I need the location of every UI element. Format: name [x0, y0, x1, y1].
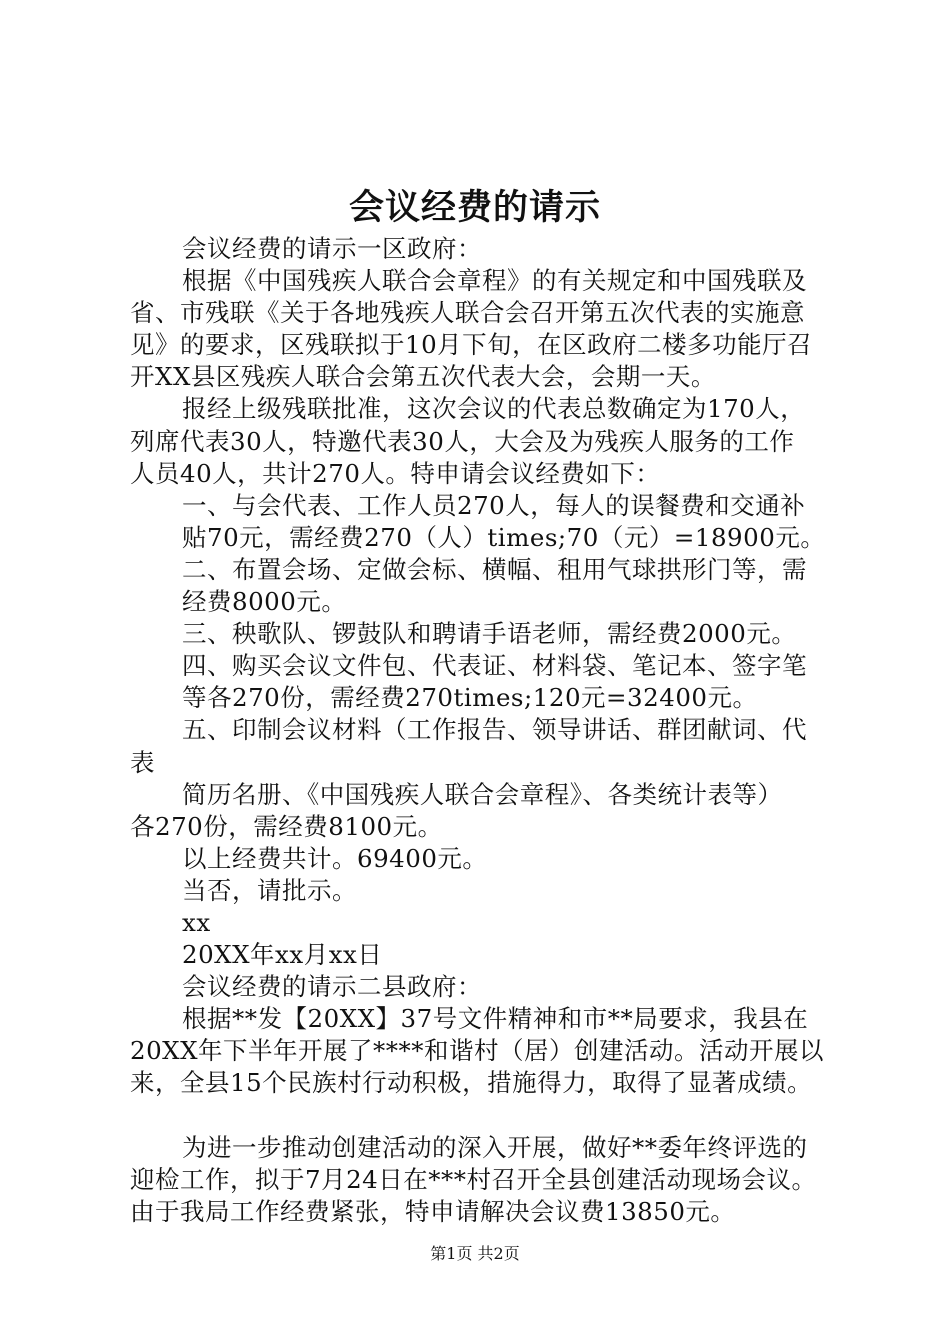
page-footer: 第1页 共2页 [430, 1244, 520, 1263]
text-line: 以上经费共计。69400元。 [182, 843, 488, 873]
text-line: 人员40人，共计270人。特申请会议经费如下： [130, 458, 661, 488]
text-line: 开XX县区残疾人联合会第五次代表大会，会期一天。 [130, 362, 716, 392]
text-line: 当否，请批示。 [182, 875, 357, 905]
text-line: 报经上级残联批准，这次会议的代表总数确定为170人， [182, 394, 806, 424]
text-line: 会议经费的请示一区政府： [182, 234, 482, 263]
text-line: 二、布置会场、定做会标、横幅、租用气球拱形门等，需 [182, 554, 807, 584]
document-body [130, 233, 835, 1228]
text-line: 迎检工作，拟于7月24日在***村召开全县创建活动现场会议。 [130, 1164, 817, 1194]
text-line: 等各270份，需经费270times;120元=32400元。 [182, 683, 758, 713]
text-line: 根据《中国残疾人联合会章程》的有关规定和中国残联及 [182, 266, 807, 296]
text-line: 简历名册、《中国残疾人联合会章程》、各类统计表等） [182, 779, 783, 809]
text-line: 四、购买会议文件包、代表证、材料袋、笔记本、签字笔 [182, 651, 807, 681]
text-line: 表 [130, 747, 155, 777]
text-line: 来，全县15个民族村行动积极，措施得力，取得了显著成绩。 [130, 1068, 813, 1098]
paragraph-gap [130, 1100, 835, 1132]
text-line: 各270份，需经费8100元。 [130, 811, 443, 841]
text-line: xx [182, 907, 211, 937]
text-line: 五、印制会议材料（工作报告、领导讲话、群团献词、代 [182, 715, 807, 745]
text-line: 列席代表30人，特邀代表30人，大会及为残疾人服务的工作 [130, 426, 795, 456]
text-line: 根据**发【20XX】37号文件精神和市**局要求，我县在 [182, 1004, 809, 1034]
text-line: 20XX年下半年开展了****和谐村（居）创建活动。活动开展以 [130, 1036, 825, 1066]
text-line: 见》的要求，区残联拟于10月下旬，在区政府二楼多功能厅召 [130, 330, 813, 360]
text-line: 20XX年xx月xx日 [182, 940, 383, 970]
document-title: 会议经费的请示 [348, 187, 601, 228]
text-line: 经费8000元。 [182, 587, 347, 617]
text-line: 由于我局工作经费紧张，特申请解决会议费13850元。 [130, 1196, 736, 1226]
text-line: 三、秧歌队、锣鼓队和聘请手语老师，需经费2000元。 [182, 619, 797, 649]
text-line: 会议经费的请示二县政府： [182, 972, 482, 1002]
text-line: 一、与会代表、工作人员270人，每人的误餐费和交通补 [182, 490, 806, 520]
text-line: 省、市残联《关于各地残疾人联合会召开第五次代表的实施意 [130, 298, 805, 328]
text-line: 贴70元，需经费270（人）times;70（元）=18900元。 [182, 522, 826, 552]
text-line: 为进一步推动创建活动的深入开展，做好**委年终评选的 [182, 1132, 808, 1162]
